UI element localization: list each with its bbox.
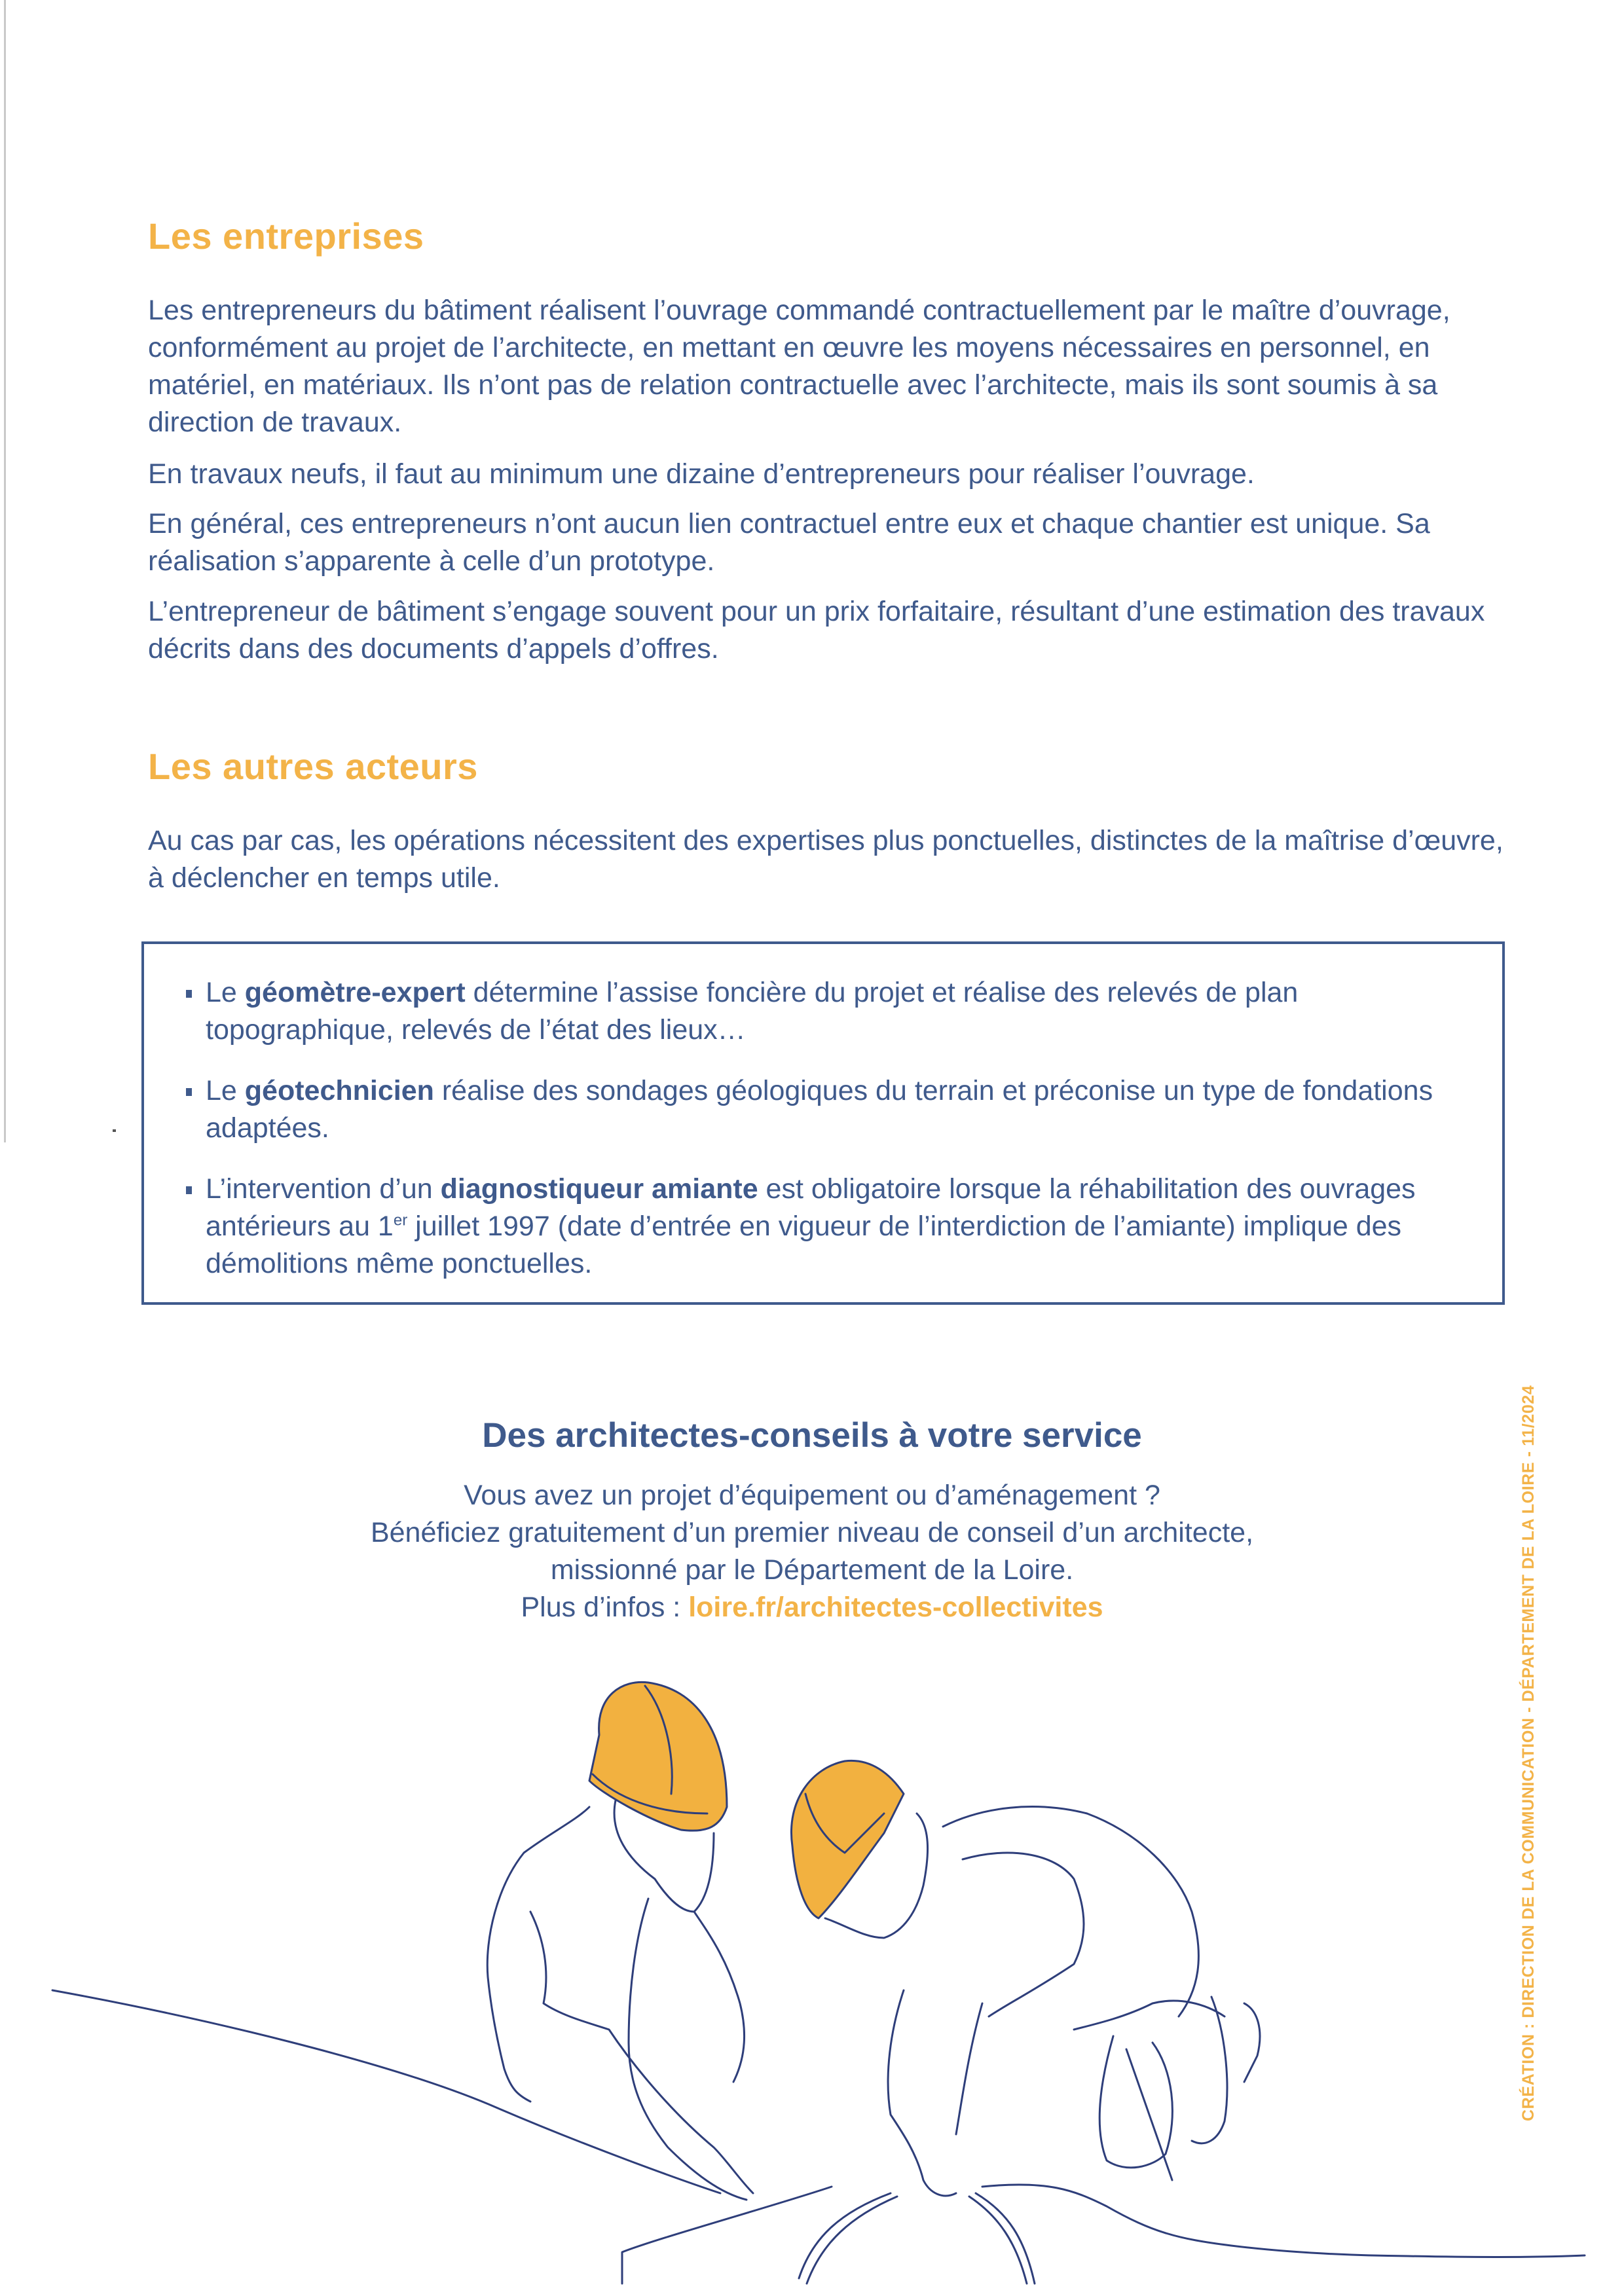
website-link[interactable]: loire.fr/architectes-collectivites bbox=[688, 1592, 1103, 1623]
item-bold: diagnostiqueur amiante bbox=[440, 1173, 758, 1205]
more-info-label: Plus d’infos : bbox=[521, 1592, 689, 1623]
cta-line-1: Vous avez un projet d’équipement ou d’aménagement ? bbox=[464, 1480, 1160, 1511]
cta-line-2: Bénéficiez gratuitement d’un premier niveau de conseil d’un architecte, bbox=[370, 1517, 1254, 1548]
paragraph-autres-intro: Au cas par cas, les opérations nécessitent des expertises plus ponctuelles, distinctes de la maîtrise d’œuvre, à déclencher en temps utile. bbox=[148, 825, 1504, 894]
scan-edge-line bbox=[4, 0, 6, 1142]
paragraph-entreprises-3: En général, ces entrepreneurs n’ont aucun lien contractuel entre eux et chaque chantier est unique. Sa réalisation s’apparente à celle d’un prototype. bbox=[148, 508, 1430, 577]
item-bold: géomètre-expert bbox=[244, 977, 466, 1008]
paragraph-entreprises-4: L’entrepreneur de bâtiment s’engage souvent pour un prix forfaitaire, résultant d’une estimation des travaux décrits dans des documents d’appels d’offres. bbox=[148, 596, 1485, 665]
ground-line-left bbox=[52, 1990, 720, 2193]
item-sup: er bbox=[393, 1211, 408, 1230]
cta-line-3: missionné par le Département de la Loire. bbox=[550, 1554, 1074, 1586]
item-prefix: Le bbox=[206, 977, 245, 1008]
paragraph-entreprises-1: Les entrepreneurs du bâtiment réalisent l’ouvrage commandé contractuellement par le maître d’ouvrage, conformément au projet de l’architecte, en mettant en œuvre les moyens nécessaires en personnel, en matériel, en matériaux. Ils n’ont pas de relation contractuelle avec l’architecte, mais ils sont soumis à sa direction de travaux. bbox=[148, 295, 1450, 438]
heading-les-autres-acteurs: Les autres acteurs bbox=[148, 746, 478, 787]
heading-les-entreprises: Les entreprises bbox=[148, 215, 424, 257]
table-edge bbox=[622, 2187, 832, 2284]
credit-text: CRÉATION : DIRECTION DE LA COMMUNICATION - DÉPARTEMENT DE LA LOIRE - 11/2024 bbox=[1519, 1385, 1538, 2121]
item-prefix: Le bbox=[206, 1075, 245, 1106]
bullet-icon bbox=[186, 1186, 192, 1194]
item-bold: géotechnicien bbox=[244, 1075, 434, 1106]
cta-title: Des architectes-conseils à votre service bbox=[482, 1416, 1142, 1455]
construction-workers-line-art-icon bbox=[0, 1669, 1624, 2296]
ground-line-right bbox=[982, 2185, 1585, 2257]
item-suffix: est obligatoire lorsque la réhabilitation des ouvrages antérieurs au 1 bbox=[206, 1173, 1416, 1242]
item-prefix: L’intervention d’un bbox=[206, 1173, 441, 1205]
acteurs-list bbox=[183, 974, 1467, 1306]
bullet-icon bbox=[186, 1088, 192, 1096]
scan-speck bbox=[113, 1129, 116, 1132]
cable-coil bbox=[799, 2193, 1035, 2284]
cta-body bbox=[0, 1477, 1624, 1626]
list-item-geometre bbox=[183, 974, 1467, 1049]
list-item-diagnostiqueur bbox=[183, 1171, 1467, 1283]
worker-left-body bbox=[487, 1800, 753, 2200]
item-suffix: réalise des sondages géologiques du terrain et préconise un type de fondations adaptées. bbox=[206, 1075, 1433, 1144]
bullet-icon bbox=[186, 990, 192, 998]
worker-right-body bbox=[825, 1807, 1260, 2196]
list-item-geotechnicien bbox=[183, 1072, 1467, 1147]
paragraph-entreprises-2: En travaux neufs, il faut au minimum une dizaine d’entrepreneurs pour réaliser l’ouvrage. bbox=[148, 458, 1255, 490]
item-suffix-2: juillet 1997 (date d’entrée en vigueur de l’interdiction de l’amiante) implique des démolitions même ponctuelles. bbox=[206, 1211, 1402, 1279]
helmet-right bbox=[791, 1760, 904, 1918]
cta-line-4 bbox=[0, 1589, 1624, 1626]
item-suffix: détermine l’assise foncière du projet et réalise des relevés de plan topographique, relevés de l’état des lieux… bbox=[206, 977, 1299, 1046]
acteurs-box bbox=[141, 941, 1505, 1305]
